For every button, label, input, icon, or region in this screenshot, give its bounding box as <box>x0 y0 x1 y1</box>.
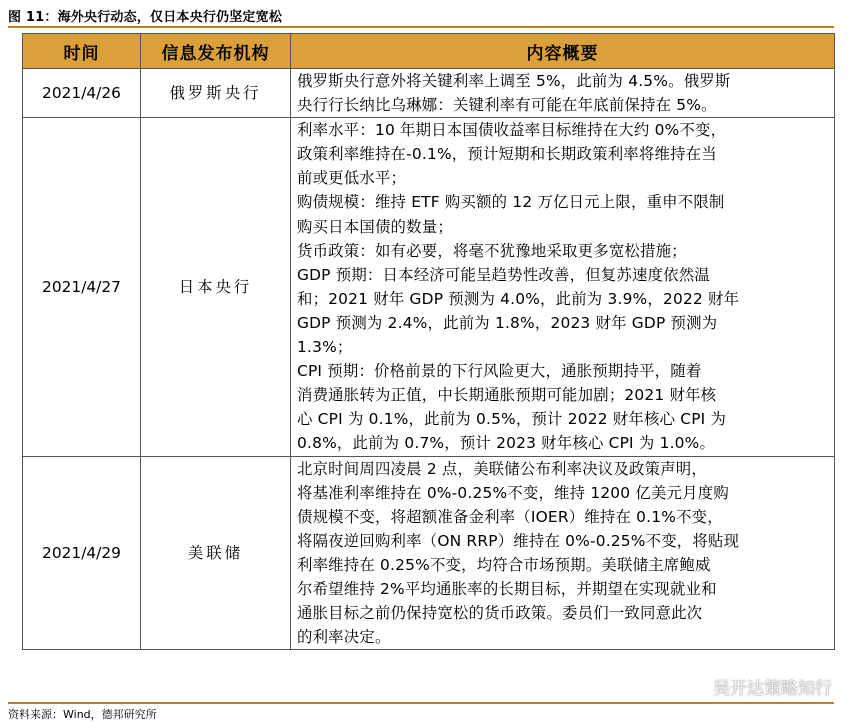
row-date: 2021/4/26 <box>23 69 141 118</box>
bottom-rule <box>8 702 834 704</box>
watermark <box>687 674 832 699</box>
content-line: 心 CPI 为 0.1%，此前为 0.5%，预计 2022 财年核心 CPI 为 <box>297 410 727 429</box>
content-line: 1.3%； <box>297 338 353 357</box>
content-line: 将隔夜逆回购利率（ON RRP）维持在 0%-0.25%不变，将贴现 <box>297 531 740 550</box>
content-line: 央行行长纳比乌琳娜：关键利率有可能在年底前保持在 5%。 <box>297 96 717 115</box>
row-content <box>291 69 835 118</box>
central-bank-table <box>22 33 835 650</box>
top-rule <box>8 26 834 28</box>
row-date: 2021/4/27 <box>23 118 141 456</box>
content-line: 债规模不变，将超额准备金利率（IOER）维持在 0.1%不变， <box>297 507 723 526</box>
source-note: 资料来源：Wind，德邦研究所 <box>8 708 157 721</box>
content-line: 利率维持在 0.25%不变，均符合市场预期。美联储主席鲍威 <box>297 555 711 574</box>
content-line: 的利率决定。 <box>297 628 391 647</box>
content-line: 通胀目标之前仍保持宽松的货币政策。委员们一致同意此次 <box>297 604 703 623</box>
table-row <box>23 69 835 118</box>
content-line: 购买日本国债的数量； <box>297 217 453 236</box>
row-org: 美联储 <box>141 456 291 650</box>
content-line: 政策利率维持在-0.1%，预计短期和长期政策利率将维持在当 <box>297 145 717 164</box>
content-line: 北京时间周四凌晨 2 点，美联储公布利率决议及政策声明， <box>297 459 707 478</box>
content-line: 消费通胀转为正值，中长期通胀预期可能加剧；2021 财年核 <box>297 386 717 405</box>
row-content <box>291 456 835 650</box>
header-org: 信息发布机构 <box>141 34 291 69</box>
content-line: 和；2021 财年 GDP 预测为 4.0%，此前为 3.9%，2022 财年 <box>297 289 740 308</box>
content-line: GDP 预期：日本经济可能呈趋势性改善，但复苏速度依然温 <box>297 265 710 284</box>
row-org: 俄罗斯央行 <box>141 69 291 118</box>
figure-title: 图 11：海外央行动态，仅日本央行仍坚定宽松 <box>8 10 283 25</box>
content-line: CPI 预期：价格前景的下行风险更大，通胀预期持平，随着 <box>297 362 702 381</box>
row-content <box>291 118 835 456</box>
row-org: 日本央行 <box>141 118 291 456</box>
content-line: 尔希望维持 2%平均通胀率的长期目标，并期望在实现就业和 <box>297 579 717 598</box>
row-date: 2021/4/29 <box>23 456 141 650</box>
content-line: 将基准利率维持在 0%-0.25%不变，维持 1200 亿美元月度购 <box>297 483 729 502</box>
content-line: 俄罗斯央行意外将关键利率上调至 5%，此前为 4.5%。俄罗斯 <box>297 72 731 90</box>
table-header-row <box>23 34 835 69</box>
content-line: 货币政策：如有必要，将毫不犹豫地采取更多宽松措施； <box>297 241 687 260</box>
content-line: 利率水平：10 年期日本国债收益率目标维持在大约 0%不变， <box>297 121 727 140</box>
content-line: GDP 预测为 2.4%，此前为 1.8%，2023 财年 GDP 预测为 <box>297 313 718 332</box>
table-row <box>23 456 835 650</box>
wechat-logo-icon <box>687 677 709 697</box>
table-row <box>23 118 835 456</box>
header-time: 时间 <box>23 34 141 69</box>
content-line: 0.8%，此前为 0.7%，预计 2023 财年核心 CPI 为 1.0%。 <box>297 434 716 453</box>
content-line: 购债规模：维持 ETF 购买额的 12 万亿日元上限，重申不限制 <box>297 193 725 212</box>
header-content: 内容概要 <box>291 34 835 69</box>
watermark-text: 吴开达策略知行 <box>713 679 832 699</box>
content-line: 前或更低水平； <box>297 169 407 188</box>
